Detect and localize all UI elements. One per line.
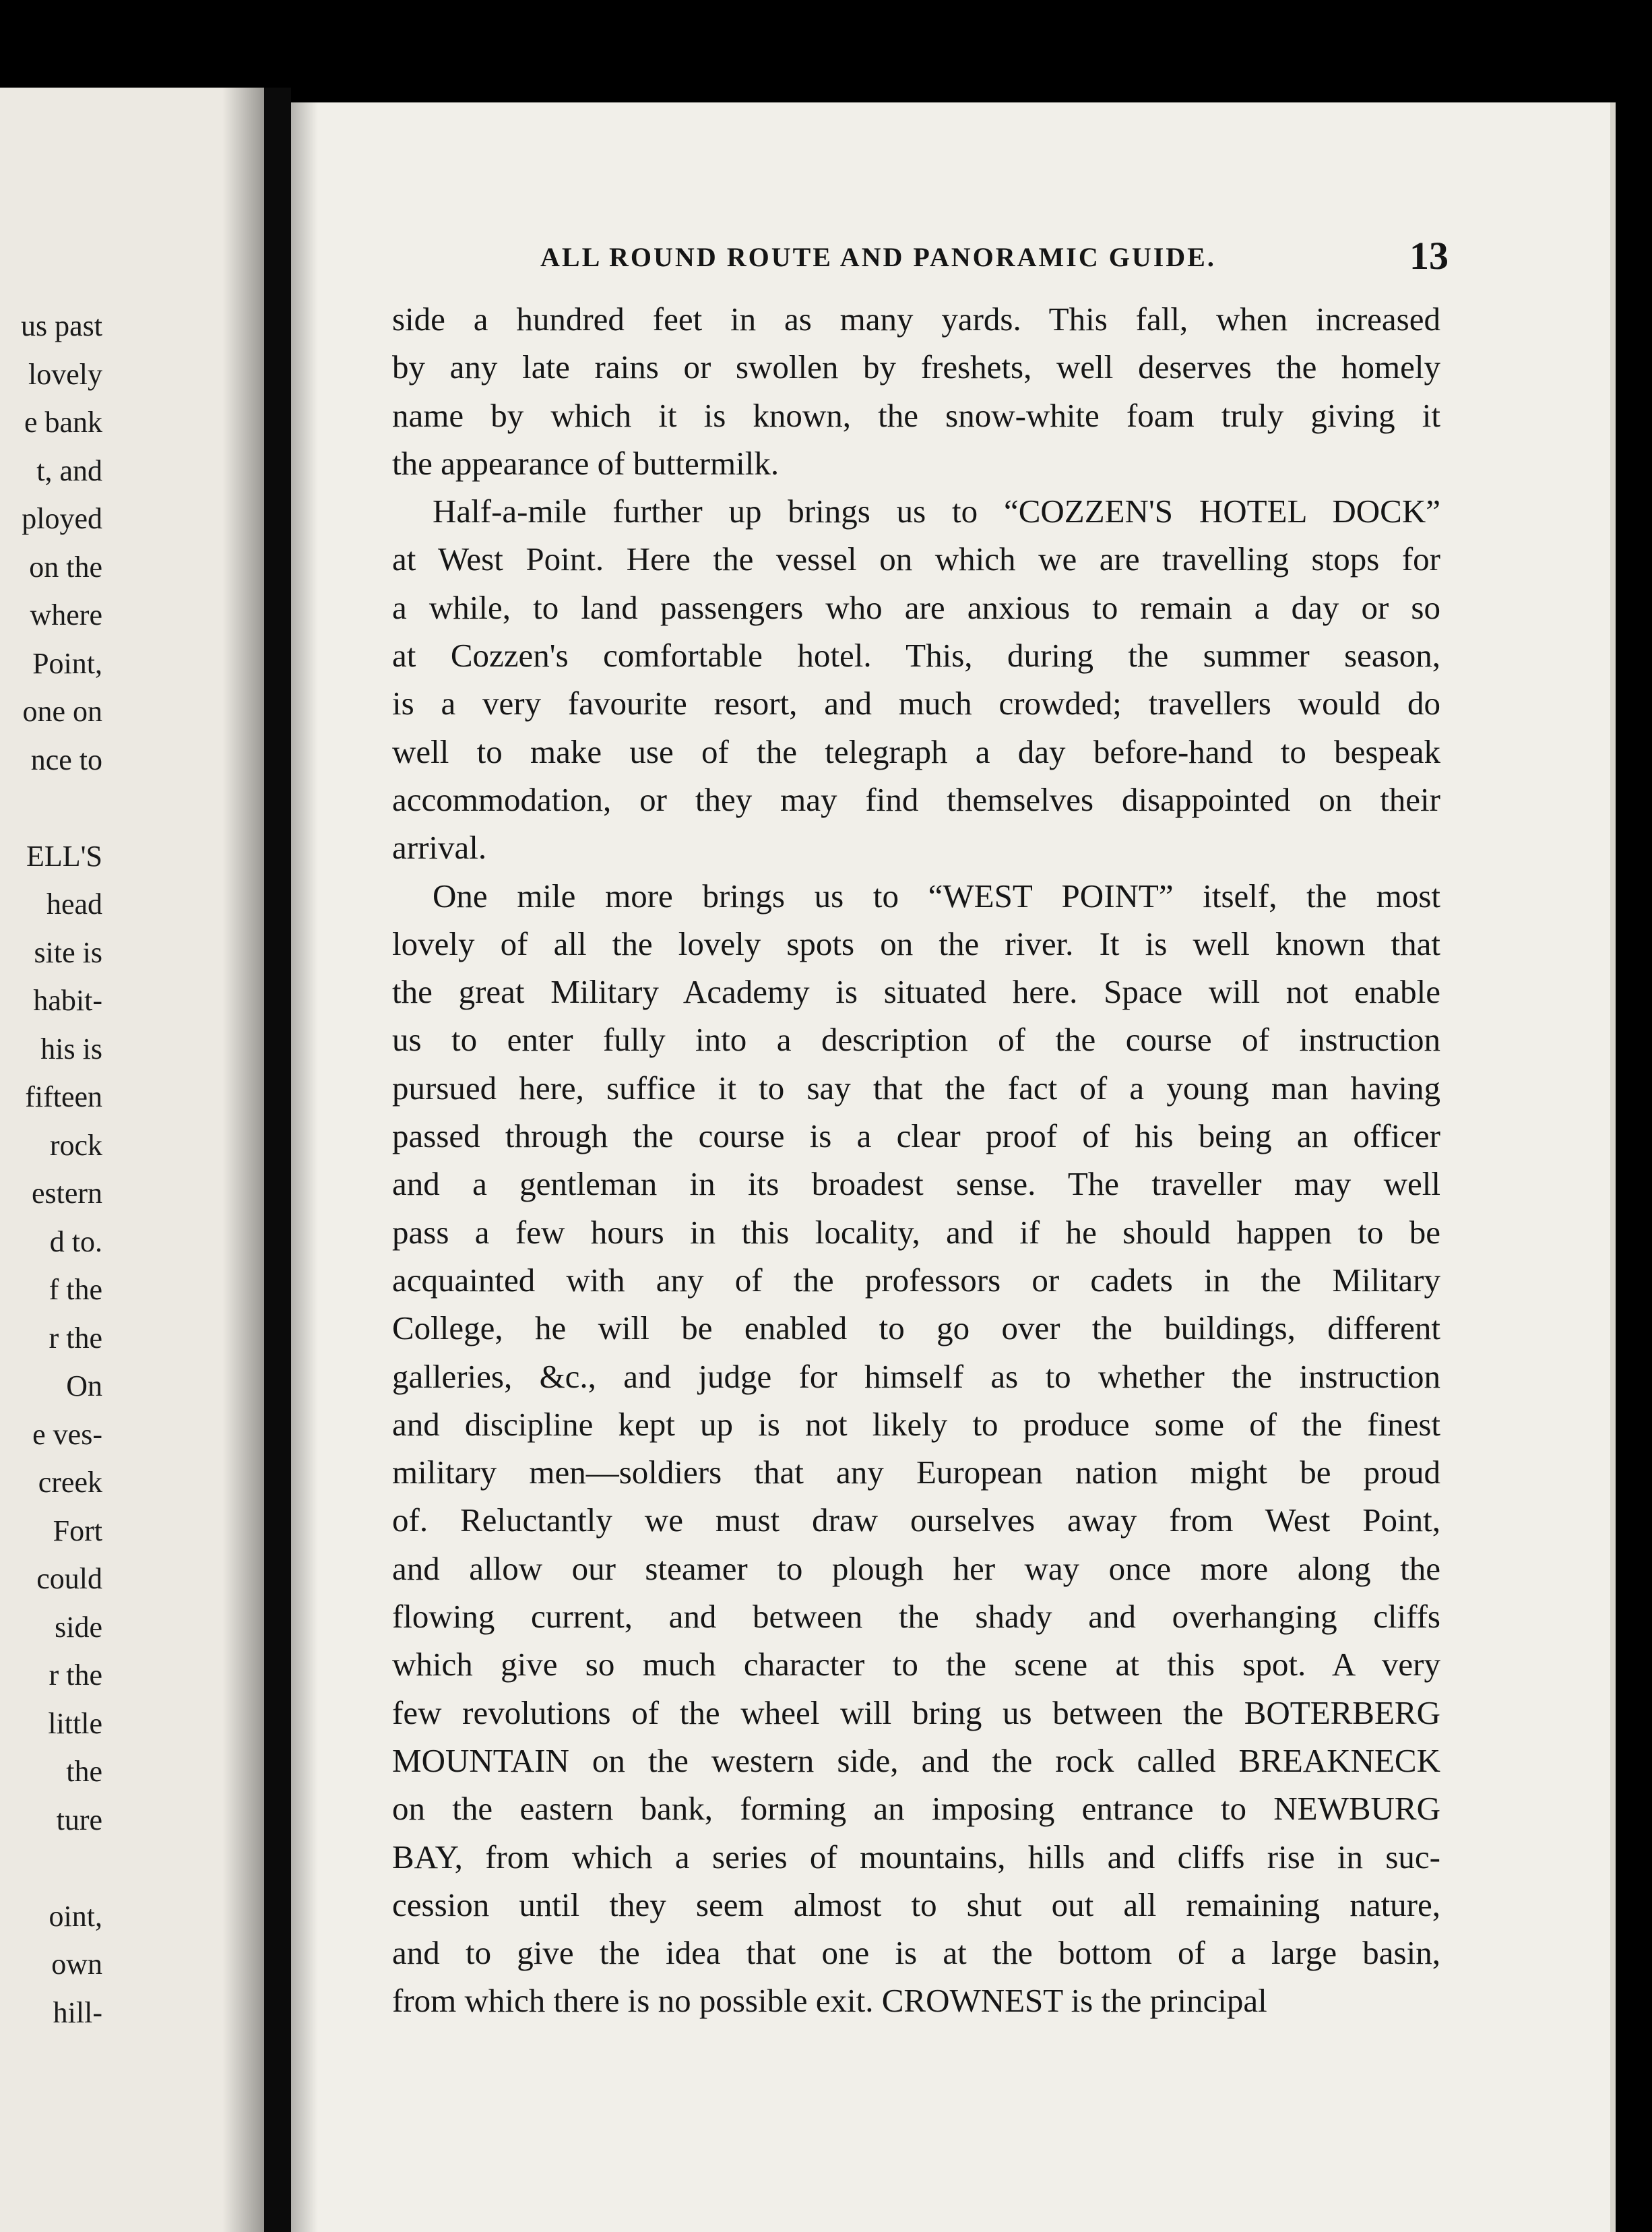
body-line: arrival. [392,829,487,867]
body-line: the appearance of buttermilk. [392,444,780,482]
left-page-line: fifteen [25,1080,102,1113]
left-page-line: one on [22,695,102,728]
body-line: BAY, from which a series of mountains, hills and cliffs rise in suc- [392,1838,1440,1876]
body-line: military men—soldiers that any European nation might be proud [392,1454,1440,1491]
body-line: pursued here, suffice it to say that the fact of a young man having [392,1069,1440,1107]
left-page-line: us past [21,309,102,342]
left-page-line: site is [34,935,102,969]
body-line: side a hundred feet in as many yards. This fall, when increased [392,301,1440,338]
body-line: a while, to land passengers who are anxious to remain a day or so [392,588,1440,626]
left-page-line [0,784,102,832]
body-line: and allow our steamer to plough her way once more along the [392,1549,1440,1587]
body-line: acquainted with any of the professors or cadets in the Military [392,1261,1440,1299]
left-page-line: side [55,1610,102,1644]
body-line: pass a few hours in this locality, and if he should happen to be [392,1213,1440,1251]
left-page-line: nce to [30,743,102,776]
left-facing-page [0,88,264,2232]
body-line: few revolutions of the wheel will bring us between the BOTERBERG [392,1694,1440,1731]
left-page-line: r the [49,1658,102,1692]
body-text [392,295,1440,2025]
left-page-line [0,1844,102,1892]
left-page-line: ELL'S [26,839,102,873]
body-line: flowing current, and between the shady and overhanging cliffs [392,1598,1440,1636]
body-line: College, he will be enabled to go over the buildings, different [392,1309,1440,1347]
left-page-line: Fort [53,1514,102,1547]
body-line: name by which it is known, the snow-white foam truly giving it [392,396,1440,434]
body-line: well to make use of the telegraph a day before-hand to bespeak [392,733,1440,770]
left-page-line: ture [56,1803,102,1836]
body-line: is a very favourite resort, and much crowded; travellers would do [392,685,1440,722]
left-page-line: f the [49,1273,102,1306]
left-page-line: lovely [28,357,102,391]
body-line: passed through the course is a clear proof of his being an officer [392,1117,1440,1155]
body-line: Half-a-mile further up brings us to “COZZEN'S HOTEL DOCK” [433,493,1440,530]
left-page-line: head [46,888,102,921]
left-page-line: r the [49,1321,102,1355]
left-page-line: t, and [36,454,102,487]
left-page-line: estern [31,1177,102,1210]
page-binding-shadow [291,102,318,2232]
body-line: cession until they seem almost to shut out all remaining nature, [392,1886,1440,1923]
body-line: of. Reluctantly we must draw ourselves away from West Point, [392,1501,1440,1539]
left-page-line: e ves- [32,1417,102,1451]
body-line: and discipline kept up is not likely to produce some of the finest [392,1405,1440,1443]
left-page-line: hill- [53,1995,102,2029]
left-page-line: e bank [24,406,102,439]
left-page-line: On [66,1369,102,1402]
body-line: MOUNTAIN on the western side, and the rock called BREAKNECK [392,1741,1440,1779]
left-page-line: his is [40,1032,102,1065]
body-line: and to give the idea that one is at the bottom of a large basin, [392,1934,1440,1972]
body-line: the great Military Academy is situated here. Space will not enable [392,973,1440,1011]
body-line: us to enter fully into a description of the course of instruction [392,1021,1440,1059]
left-page-line: could [36,1562,102,1595]
left-page-line: own [51,1948,102,1981]
body-line: at Cozzen's comfortable hotel. This, during the summer season, [392,637,1440,675]
left-page-line: creek [38,1466,102,1499]
left-page-line: little [48,1706,102,1740]
body-line: which give so much character to the scene at this spot. A very [392,1646,1440,1683]
left-page-line: where [30,598,102,631]
left-page-line: habit- [33,984,102,1017]
body-line: by any late rains or swollen by freshets, well deserves the homely [392,348,1440,386]
left-page-line: ployed [22,502,102,535]
body-line: on the eastern bank, forming an imposing entrance to NEWBURG [392,1790,1440,1828]
left-page-binding-shadow [222,88,264,2232]
book-page [291,102,1616,2232]
body-line: from which there is no possible exit. CROWNEST is the principal [392,1982,1267,2020]
left-page-line: oint, [49,1899,102,1933]
left-page-line: the [66,1755,102,1788]
book-gutter [264,88,291,2232]
body-line: One mile more brings us to “WEST POINT” itself, the most [433,877,1440,914]
body-line: accommodation, or they may find themselves disappointed on their [392,780,1440,818]
left-page-line: rock [49,1128,102,1162]
body-line: at West Point. Here the vessel on which we are travelling stops for [392,540,1440,578]
running-head: ALL ROUND ROUTE AND PANORAMIC GUIDE. [540,242,1216,272]
body-line: and a gentleman in its broadest sense. The traveller may well [392,1165,1440,1203]
page-number: 13 [1409,234,1449,278]
body-line: galleries, &c., and judge for himself as to whether the instruction [392,1357,1440,1395]
left-page-line: on the [29,550,102,584]
left-page-line: Point, [32,646,102,680]
left-page-text [0,302,102,2037]
left-page-line: d to. [49,1224,102,1258]
body-line: lovely of all the lovely spots on the river. It is well known that [392,925,1440,962]
